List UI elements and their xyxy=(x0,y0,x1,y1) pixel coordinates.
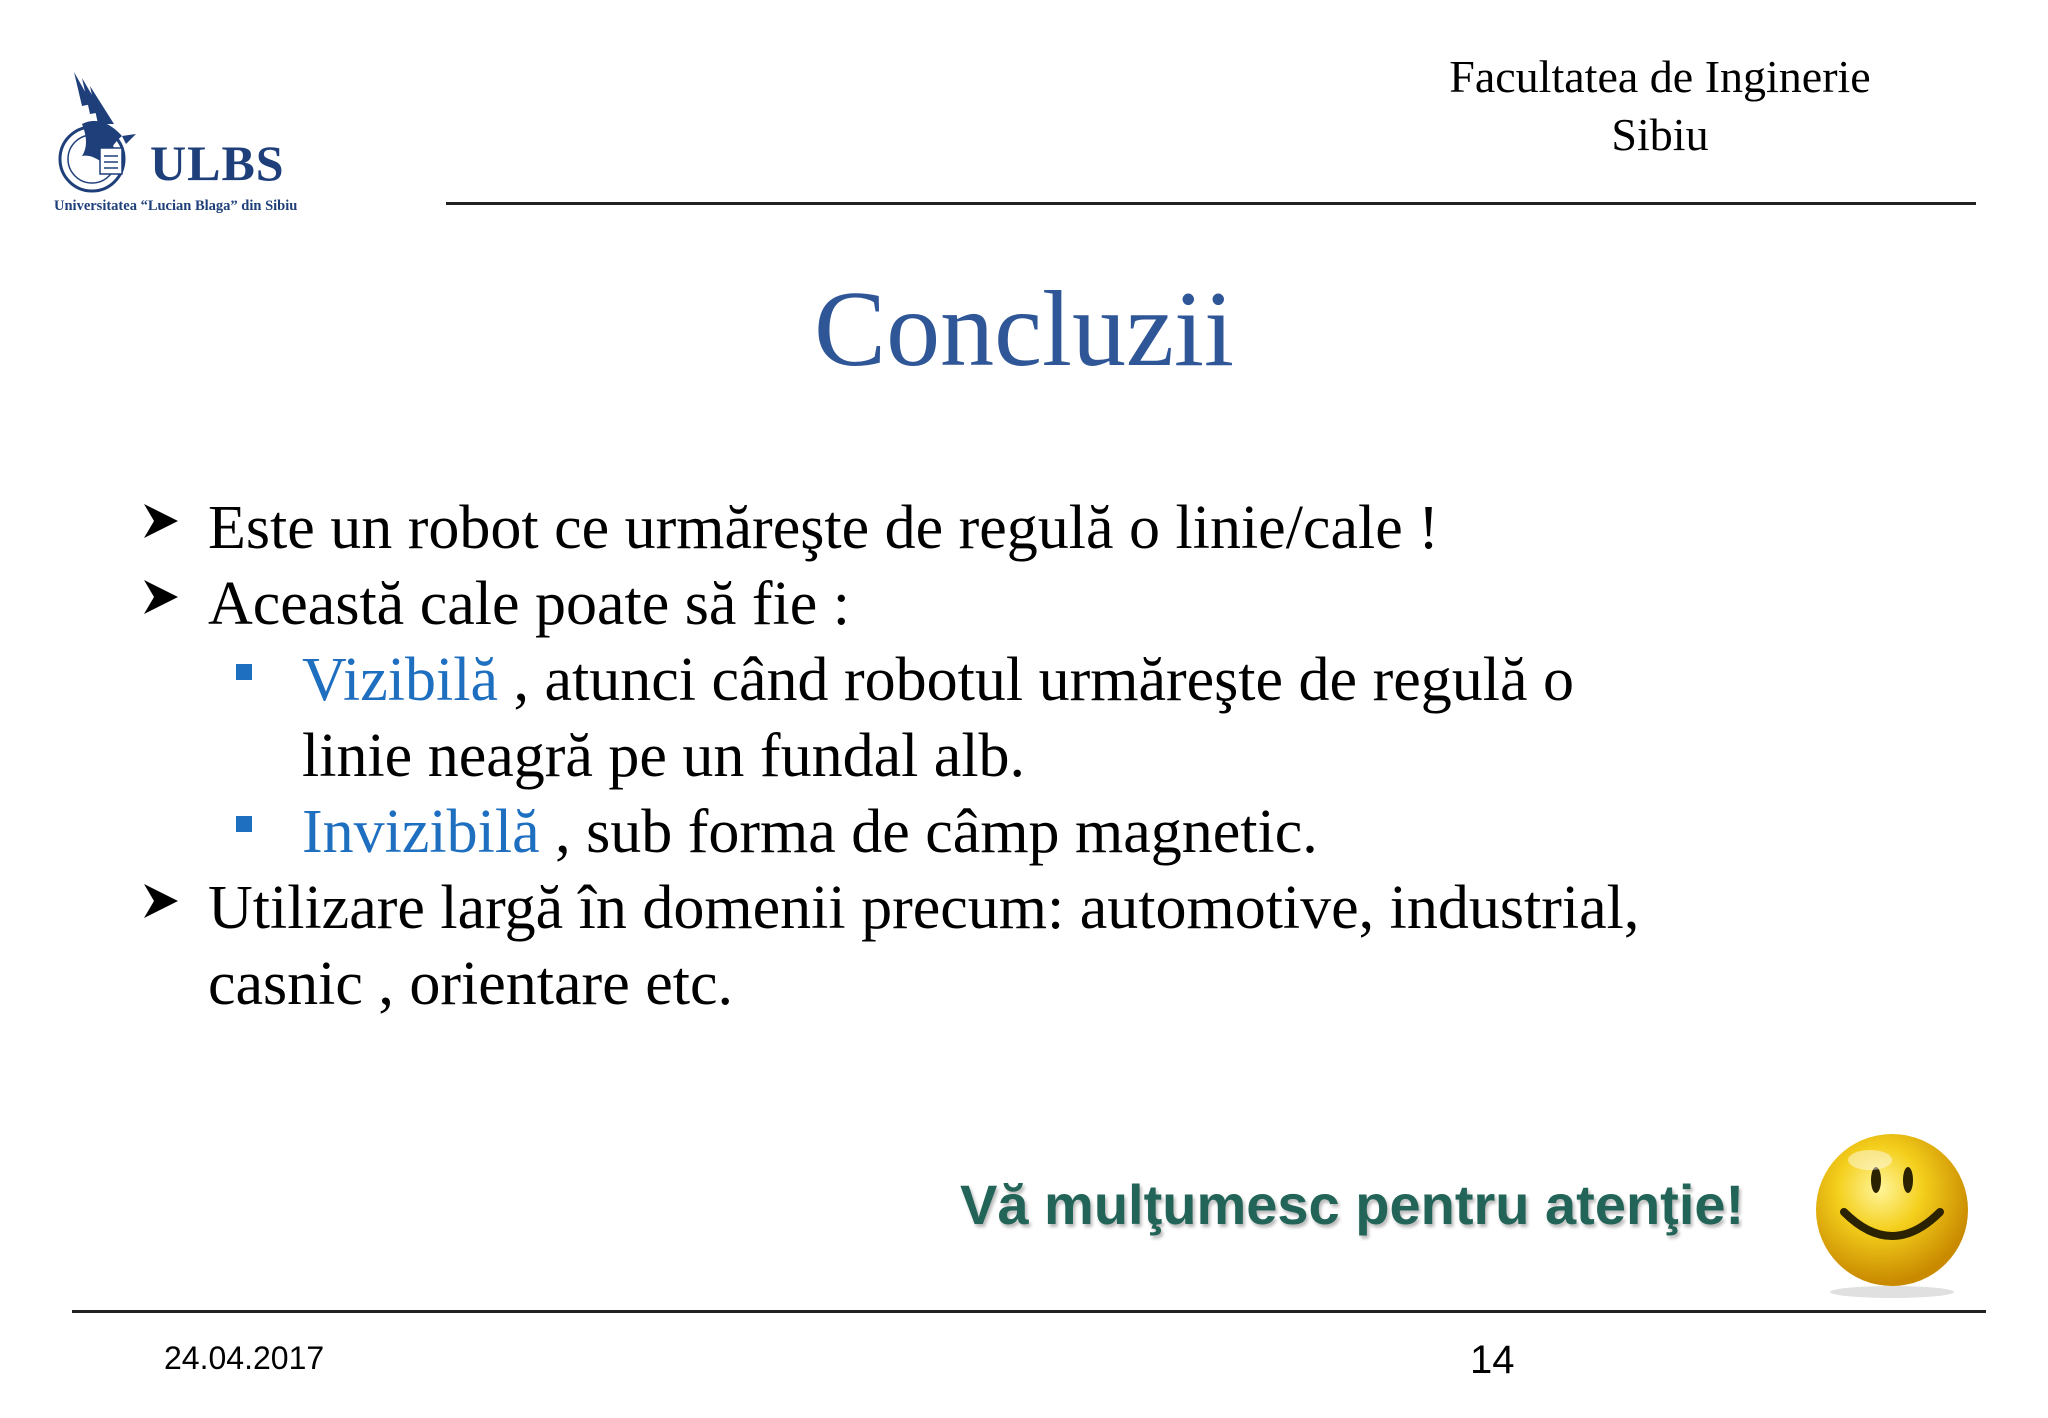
logo-text: ULBS xyxy=(150,135,285,191)
header-divider xyxy=(446,202,1976,205)
arrowhead-bullet-icon xyxy=(140,500,182,542)
arrowhead-bullet-icon xyxy=(140,576,182,618)
square-bullet-icon xyxy=(236,664,252,680)
faculty-city: Sibiu xyxy=(1611,109,1709,160)
square-bullet-icon xyxy=(236,816,252,832)
page-number: 14 xyxy=(1470,1338,1515,1382)
sub-bullet-item xyxy=(302,642,1574,718)
sub-bullet-text: , atunci când robotul urmăreşte de regulă o xyxy=(498,646,1574,714)
faculty-header xyxy=(1380,48,1940,164)
bullet-continuation: casnic , orientare etc. xyxy=(208,950,733,1018)
bullet-item: Utilizare largă în domenii precum: automotive, industrial, xyxy=(208,874,1640,942)
eagle-emblem-icon xyxy=(52,64,152,194)
arrowhead-bullet-icon xyxy=(140,880,182,922)
footer-divider xyxy=(72,1310,1986,1313)
sub-bullet-continuation: linie neagră pe un fundal alb. xyxy=(302,722,1026,790)
bullet-item: Această cale poate să fie : xyxy=(208,570,851,638)
smiley-face-icon xyxy=(1800,1120,1980,1300)
slide-title: Concluzii xyxy=(814,270,1234,389)
sub-bullet-text: , sub forma de câmp magnetic. xyxy=(539,798,1318,866)
bullet-item: Este un robot ce urmăreşte de regulă o linie/cale ! xyxy=(208,494,1439,562)
highlight-term: Invizibilă xyxy=(302,798,540,866)
faculty-name: Facultatea de Inginerie xyxy=(1449,51,1871,102)
slide-date: 24.04.2017 xyxy=(164,1340,325,1376)
sub-bullet-item xyxy=(302,794,1318,870)
logo-subtitle: Universitatea “Lucian Blaga” din Sibiu xyxy=(54,198,298,214)
university-logo xyxy=(52,64,312,224)
thank-you-message: Vă mulţumesc pentru atenţie! xyxy=(960,1173,1745,1236)
highlight-term: Vizibilă xyxy=(302,646,498,714)
